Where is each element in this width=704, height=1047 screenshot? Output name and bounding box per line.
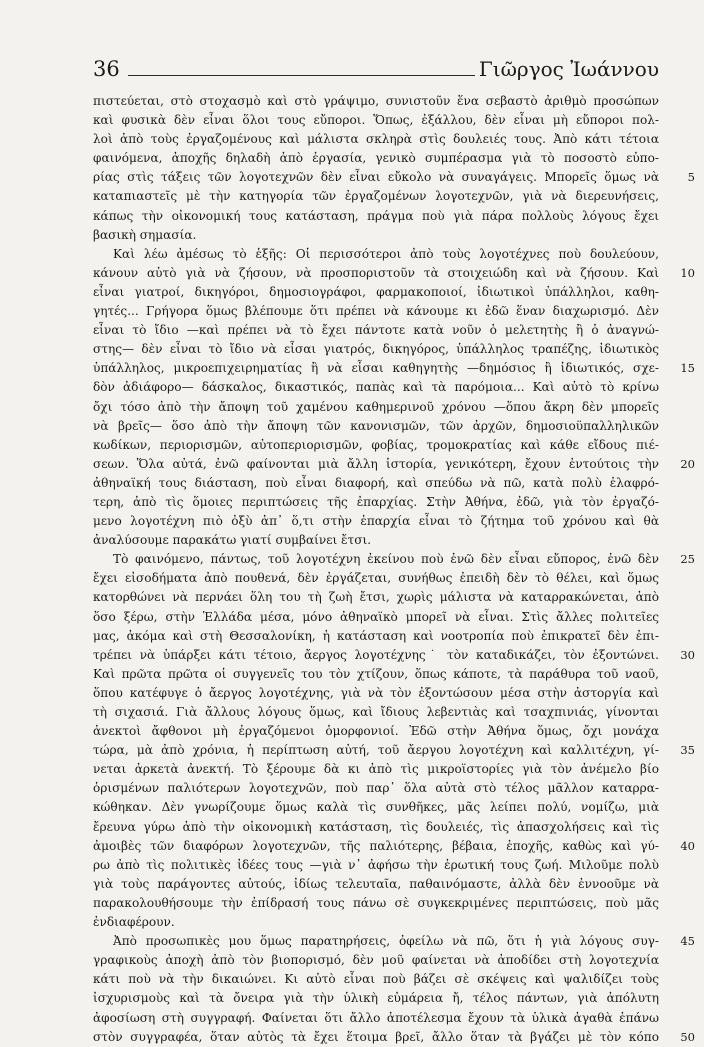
line-text: Καὶ λέω ἀμέσως τὸ ἑξῆς: Οἱ περισσότεροι ἀπὸ τοὺς λογοτέχνες ποὺ δουλεύουν, xyxy=(113,246,659,261)
line-text: μας, ἀκόμα καὶ στὴ Θεσσαλονίκη, ἡ κατάσταση καὶ νοοτροπία ποὺ ἐπικρατεῖ δὲν ἐπι- xyxy=(93,628,659,643)
text-line xyxy=(93,474,659,493)
text-line xyxy=(93,187,659,206)
text-line xyxy=(93,226,659,245)
line-text: κώθηκαν. Δὲν γνωρίζουμε ὅμως καλὰ τὶς συνθῆκες, μᾶς λείπει πολύ, νομίζω, μιὰ xyxy=(93,800,659,815)
line-text: σεων. Ὅλα αὐτά, ἐνῶ φαίνονται μιὰ ἄλλη ἱστορία, γενικότερη, ἔχουν ἐντούτοις τὴν xyxy=(93,456,659,471)
text-line xyxy=(93,569,659,588)
line-text: ἀθηναϊκή τους διάσταση, ποὺ εἶναι διαφορή, καὶ σπεύδω νὰ πῶ, κατὰ πολὺ ἐλαφρό- xyxy=(93,475,659,490)
line-text: Τὸ φαινόμενο, πάντως, τοῦ λογοτέχνη ἐκείνου ποὺ ἐνῶ δὲν εἶναι εὔπορος, ἐνῶ δὲν xyxy=(113,552,659,567)
line-text: ἀναλύσουμε παρακάτω γιατί συμβαίνει ἔτσι. xyxy=(93,533,372,548)
text-line xyxy=(93,1009,659,1028)
line-number: 45 xyxy=(680,934,695,949)
text-line xyxy=(93,588,659,607)
text-line xyxy=(93,818,659,837)
line-text: Ἀπὸ προσωπικὲς μου ὅμως παρατηρήσεις, ὀφείλω νὰ πῶ, ὅτι ἡ γιὰ λόγους συγ- xyxy=(113,934,659,949)
text-line xyxy=(93,264,695,283)
text-line xyxy=(93,111,659,130)
line-text: ὑπάλληλος, μικροεπιχειρηματίας ἢ νὰ εἶσαι καθηγητὴς —δημόσιος ἢ ἰδιωτικός, σχε- xyxy=(93,361,659,376)
line-number: 15 xyxy=(680,361,695,376)
text-line xyxy=(93,531,659,550)
line-number: 5 xyxy=(687,170,695,185)
line-text: καταπιαστεῖς μὲ τὴν κατηγορία τῶν ἐργαζομένων λογοτεχνῶν, γιὰ νὰ διερευνήσεις, xyxy=(93,189,659,204)
line-text: δὸν ἀδιάφορο— δάσκαλος, δικαστικός, παπὰς καὶ τὰ παρόμοια... Καὶ αὐτὸ τὸ κρίνω xyxy=(93,380,659,395)
line-text: παρακολουθήσουμε τὴν ἐπίδρασή τους πάνω σὲ συγκεκριμένες περιπτώσεις, ποὺ μᾶς xyxy=(93,895,659,910)
text-line xyxy=(93,779,659,798)
text-line xyxy=(93,665,659,684)
page-number: 36 xyxy=(93,57,120,81)
line-text: ὅσο ξέρω, στὴν Ἑλλάδα μέσα, μόνο ἀθηναϊκὸ μπορεῖ νὰ εἶναι. Στὶς ἄλλες πολιτεῖες xyxy=(93,609,659,624)
line-text: κάπως τὴν οἰκονομική τους κατάσταση, πράγμα ποὺ γιὰ πάρα πολλοὺς λόγους ἔχει xyxy=(93,208,659,223)
text-line xyxy=(93,932,695,951)
line-text: γητές... Γρήγορα ὅμως βλέπουμε ὅτι πρέπει νὰ κάνουμε κι ἐδῶ ἕναν διαχωρισμό. Δὲν xyxy=(93,304,659,319)
line-text: καὶ φυσικὰ δὲν εἶναι ὅλοι τους εὔποροι. Ὅπως, ἐξάλλου, δὲν εἶναι μὴ εὔποροι πολ- xyxy=(93,113,659,128)
text-line xyxy=(93,741,695,760)
line-text: τερη, ἀπὸ τὶς ὅμοιες περιπτώσεις τῆς ἐπαρχίας. Στὴν Ἀθήνα, ἐδῶ, γιὰ τὸν ἐργαζό- xyxy=(93,494,659,509)
line-text: ρίας στὶς τάξεις τῶν λογοτεχνῶν δὲν εἶναι εὔκολο νὰ συναγάγεις. Μπορεῖς ὅμως νὰ xyxy=(93,170,659,185)
text-line xyxy=(93,493,659,512)
line-number: 50 xyxy=(680,1029,695,1044)
line-text: ἔχει εἰσοδήματα ἀπὸ πουθενά, δὲν ἐργάζεται, συνήθως ἐπειδὴ δὲν τὸ θέλει, καὶ ὅμως xyxy=(93,571,659,586)
line-text: νεται ἀρκετὰ ἀνεκτή. Τὸ ξέρουμε δὰ κι ἀπὸ τὶς μικροϊστορίες γιὰ τὸν ἀνέμελο βίο xyxy=(93,762,659,777)
text-line xyxy=(93,207,659,226)
text-line xyxy=(93,283,659,302)
line-text: ἀμοιβὲς τῶν διαφόρων λογοτεχνῶν, τῆς παλιότερης, βέβαια, ἐποχῆς, καθὼς καὶ γύ- xyxy=(93,838,659,853)
line-number: 25 xyxy=(680,552,695,567)
line-text: κωδίκων, περιορισμῶν, αὐτοπεριορισμῶν, φοβίας, τρομοκρατίας καὶ κάθε εἴδους πιέ- xyxy=(93,437,659,452)
text-line xyxy=(93,340,659,359)
line-text: φαινόμενα, ἀποχῆς δηλαδὴ ἀπὸ ἐργασία, γενικὸ συμπέρασμα γιὰ τὸ ποσοστὸ εὐπο- xyxy=(93,151,659,166)
line-text: ἰσχυρισμοὺς καὶ τὰ ὄνειρα γιὰ τὴν ὑλικὴ εὐμάρεια ἤ, τέλος πάντων, γιὰ ἀπόλυτη xyxy=(93,991,659,1006)
text-line xyxy=(93,378,659,397)
text-line xyxy=(93,875,659,894)
text-line xyxy=(93,970,659,989)
text-line xyxy=(93,837,695,856)
line-text: εἶναι τὸ ἴδιο —καὶ πρέπει νὰ τὸ ἔχει πάντοτε κατὰ νοῦν ὁ μελετητὴς ἢ ὁ ἀναγνώ- xyxy=(93,323,659,338)
line-number: 30 xyxy=(680,647,695,662)
line-text: εἶναι γιατροί, δικηγόροι, δημοσιογράφοι, φαρμακοποιοί, ἰδιωτικοὶ ὑπάλληλοι, καθη- xyxy=(93,284,659,299)
text-line xyxy=(93,321,659,340)
line-text: ἔρευνα γύρω ἀπὸ τὴν οἰκονομικὴ κατάσταση, τὶς δουλειές, τὶς ἀπασχολήσεις καὶ τὶς xyxy=(93,819,659,834)
text-line xyxy=(93,417,659,436)
header-rule xyxy=(128,75,475,76)
line-text: Καὶ πρῶτα πρῶτα οἱ συγγενεῖς του τὸν χτίζουν, ὅπως κάποτε, τὰ παράθυρα τοῦ ναοῦ, xyxy=(93,666,659,681)
line-text: στὸν συγγραφέα, ὅταν αὐτὸς τὰ ἔχει ἕτοιμα βρεῖ, ἄλλο ὅταν τὰ βγάζει μὲ τὸν κόπο xyxy=(93,1029,659,1044)
line-number: 40 xyxy=(680,838,695,853)
text-line xyxy=(93,760,659,779)
text-line xyxy=(93,512,659,531)
line-text: ἀνεκτοὶ ἄφθονοι μὴ ἐργαζόμενοι ὁμορφονιοί. Ἐδῶ στὴν Ἀθήνα ὅμως, ὄχι μονάχα xyxy=(93,724,659,739)
text-line xyxy=(93,951,659,970)
line-number: 10 xyxy=(680,265,695,280)
text-line xyxy=(93,245,659,264)
line-text: γιὰ τοὺς παράγοντες αὐτούς, ἰδίως τελευταῖα, παθαινόμαστε, ἀλλὰ δὲν ἐννοοῦμε νὰ xyxy=(93,876,659,891)
line-text: μενο λογοτέχνη πιὸ ὀξὺ ἀπ᾽ ὅ,τι στὴν ἐπαρχία εἶναι τὸ ζήτημα τοῦ χρόνου καὶ θὰ xyxy=(93,514,659,529)
page-header xyxy=(93,51,659,81)
text-line xyxy=(93,894,659,913)
line-text: τώρα, μὰ ἀπὸ χρόνια, ἡ περίπτωση αὐτή, τοῦ ἄεργου λογοτέχνη καὶ καλλιτέχνη, γί- xyxy=(93,743,659,758)
text-line xyxy=(93,398,659,417)
text-line xyxy=(93,646,695,665)
text-line xyxy=(93,302,659,321)
text-line xyxy=(93,703,659,722)
line-number: 35 xyxy=(680,743,695,758)
line-text: ὁρισμένων παλιότερων λογοτεχνῶν, ποὺ παρ᾽ ὅλα αὐτὰ στὸ τέλος μᾶλλον καταρρα- xyxy=(93,781,659,796)
text-line xyxy=(93,722,659,741)
text-line xyxy=(93,798,659,817)
text-line xyxy=(93,168,695,187)
line-text: πιστεύεται, στὸ στοχασμὸ καὶ στὸ γράψιμο, συνιστοῦν ἕνα σεβαστὸ ἀριθμὸ προσώπων xyxy=(93,94,659,108)
text-line xyxy=(93,913,659,932)
text-line xyxy=(93,550,695,569)
line-text: στης— δὲν εἶναι τὸ ἴδιο νὰ εἶσαι γιατρός, δικηγόρος, ὑπάλληλος τραπέζης, ἰδιωτικὸς xyxy=(93,342,659,357)
line-text: τρέπει νὰ ὑπάρξει κάτι τέτοιο, ἄεργος λογοτέχνης˙ τὸν καταδικάζει, τὸν ἐξοντώνει. xyxy=(93,647,659,662)
line-text: κάτι ποὺ νὰ τὴν δικαιώνει. Κι αὐτὸ εἶναι ποὺ βάζει σὲ σκέψεις καὶ ψαλιδίζει τοὺς xyxy=(93,972,659,987)
line-text: τὴ σιχασιά. Γιὰ ἄλλους λόγους ὅμως, καὶ ἴδιους λεβεντιὰς καὶ τσαχπινιάς, γίνονται xyxy=(93,705,659,719)
line-text: γραφικοὺς ἀποχὴ ἀπὸ τὸν βιοπορισμό, δὲν μοῦ φαίνεται νὰ ἀποδίδει στὴ λογοτεχνία xyxy=(93,953,659,968)
text-line xyxy=(93,359,695,378)
line-text: ἀφοσίωση στὴ συγγραφή. Φαίνεται ὅτι ἄλλο ἀποτέλεσμα ἔχουν τὰ ὑλικὰ ἀγαθὰ ἐπάνω xyxy=(93,1010,659,1025)
text-line xyxy=(93,455,695,474)
line-text: ρω ἀπὸ τὶς πολιτικὲς ἰδέες τους —γιὰ ν᾽ ἀφήσω τὴν ἐρωτική τους ζωή. Μιλοῦμε πολὺ xyxy=(93,857,659,872)
text-line xyxy=(93,1028,695,1047)
running-head-author: Γιῶργος Ἰωάννου xyxy=(478,57,659,81)
text-line xyxy=(93,149,659,168)
text-line xyxy=(93,608,659,627)
body-text xyxy=(93,92,695,1047)
text-line xyxy=(93,684,659,703)
line-text: ὅπου κατέφυγε ὁ ἄεργος λογοτέχνης, γιὰ νὰ τὸν ἐξοντώσουν μέσα στὴν ἀστοργία καὶ xyxy=(93,685,659,700)
text-line xyxy=(93,436,659,455)
line-text: βασικὴ σημασία. xyxy=(93,227,197,242)
text-line xyxy=(93,856,659,875)
line-text: ἐνδιαφέρουν. xyxy=(93,915,175,930)
text-line xyxy=(93,627,659,646)
text-line xyxy=(93,989,659,1008)
line-text: ὄχι τόσο ἀπὸ τὴν ἄποψη τοῦ χαμένου καθημερινοῦ χρόνου —ὅπου ἄκρη δὲν μπορεῖς xyxy=(93,399,659,414)
text-line xyxy=(93,92,659,111)
text-line xyxy=(93,130,659,149)
line-number: 20 xyxy=(680,456,695,471)
line-text: κάνουν αὐτὸ γιὰ νὰ ζήσουν, νὰ προσποριστοῦν τὰ στοιχειώδη καὶ νὰ ζήσουν. Καὶ xyxy=(93,265,659,280)
line-text: κατορθώνει νὰ περνάει ὅλη του τὴ ζωὴ ἔτσι, χωρὶς μάλιστα νὰ καταρρακώνεται, ἀπὸ xyxy=(93,590,659,605)
line-text: νὰ βρεῖς— ὅσο ἀπὸ τὴν ἄποψη τῶν κανονισμῶν, τῶν ἀρχῶν, δημοσιοϋπαλληλικῶν xyxy=(93,418,659,433)
line-text: λοὶ ἀπὸ τοὺς ἐργαζομένους καὶ μάλιστα σκληρὰ στὶς δουλειές τους. Ἀπὸ κάτι τέτοια xyxy=(93,132,659,147)
